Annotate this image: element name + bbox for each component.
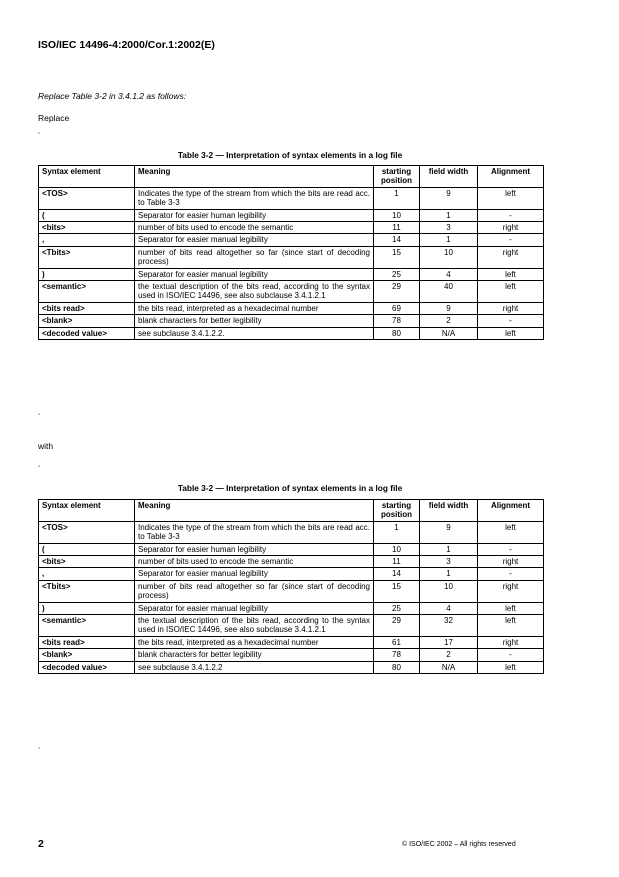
table-row <box>39 187 544 209</box>
meaning-cell: number of bits used to encode the semantic <box>135 556 374 568</box>
table-row <box>39 568 544 580</box>
table-row <box>39 209 544 221</box>
syntax-element-cell: <semantic> <box>39 615 135 637</box>
open-quote-mark-2: " <box>38 466 41 472</box>
alignment-cell: right <box>478 636 544 648</box>
meaning-cell: Separator for easier human legibility <box>135 209 374 221</box>
page-number: 2 <box>38 838 44 850</box>
starting-position-cell: 1 <box>374 187 420 209</box>
meaning-cell: Separator for easier human legibility <box>135 543 374 555</box>
meaning-cell: Separator for easier manual legibility <box>135 234 374 246</box>
field-width-cell: 32 <box>420 615 478 637</box>
alignment-cell: right <box>478 246 544 268</box>
starting-position-cell: 80 <box>374 327 420 339</box>
syntax-element-cell: <bits read> <box>39 636 135 648</box>
col-header-field-width: field width <box>420 166 478 188</box>
starting-position-cell: 14 <box>374 568 420 580</box>
starting-position-cell: 11 <box>374 556 420 568</box>
table-row <box>39 543 544 555</box>
starting-position-cell: 15 <box>374 246 420 268</box>
col-header-syntax-element: Syntax element <box>39 500 135 522</box>
syntax-element-cell: , <box>39 234 135 246</box>
field-width-cell: 17 <box>420 636 478 648</box>
syntax-element-cell: <bits read> <box>39 302 135 314</box>
field-width-cell: 2 <box>420 649 478 661</box>
field-width-cell: 9 <box>420 521 478 543</box>
field-width-cell: 1 <box>420 209 478 221</box>
starting-position-cell: 14 <box>374 234 420 246</box>
alignment-cell: right <box>478 302 544 314</box>
col-header-meaning: Meaning <box>135 166 374 188</box>
table-row <box>39 327 544 339</box>
alignment-cell: - <box>478 234 544 246</box>
meaning-cell: number of bits used to encode the semantic <box>135 222 374 234</box>
field-width-cell: 1 <box>420 543 478 555</box>
alignment-cell: left <box>478 327 544 339</box>
alignment-cell: left <box>478 661 544 673</box>
meaning-cell: the bits read, interpreted as a hexadecimal number <box>135 302 374 314</box>
table-row <box>39 521 544 543</box>
starting-position-cell: 78 <box>374 315 420 327</box>
alignment-cell: right <box>478 580 544 602</box>
syntax-element-cell: <bits> <box>39 556 135 568</box>
field-width-cell: N/A <box>420 327 478 339</box>
replace-label: Replace <box>38 113 70 123</box>
alignment-cell: left <box>478 615 544 637</box>
table-row <box>39 636 544 648</box>
meaning-cell: blank characters for better legibility <box>135 649 374 661</box>
col-header-alignment: Alignment <box>478 500 544 522</box>
field-width-cell: 4 <box>420 268 478 280</box>
table-old-body <box>39 187 544 339</box>
starting-position-cell: 80 <box>374 661 420 673</box>
meaning-cell: the bits read, interpreted as a hexadecimal number <box>135 636 374 648</box>
alignment-cell: left <box>478 521 544 543</box>
meaning-cell: number of bits read altogether so far (since start of decoding process) <box>135 580 374 602</box>
alignment-cell: - <box>478 543 544 555</box>
table-old-caption: Table 3-2 — Interpretation of syntax elements in a log file <box>177 150 403 160</box>
syntax-element-cell: <Tbits> <box>39 580 135 602</box>
alignment-cell: left <box>478 602 544 614</box>
field-width-cell: 1 <box>420 568 478 580</box>
meaning-cell: Indicates the type of the stream from which the bits are read acc. to Table 3-3 <box>135 187 374 209</box>
starting-position-cell: 78 <box>374 649 420 661</box>
table-row <box>39 661 544 673</box>
table-row <box>39 302 544 314</box>
meaning-cell: see subclause 3.4.1.2.2 <box>135 661 374 673</box>
field-width-cell: 2 <box>420 315 478 327</box>
table-row <box>39 556 544 568</box>
starting-position-cell: 10 <box>374 543 420 555</box>
meaning-cell: see subclause 3.4.1.2.2. <box>135 327 374 339</box>
syntax-element-cell: ) <box>39 602 135 614</box>
syntax-element-cell: ( <box>39 209 135 221</box>
alignment-cell: - <box>478 209 544 221</box>
field-width-cell: 9 <box>420 302 478 314</box>
starting-position-cell: 10 <box>374 209 420 221</box>
syntax-element-cell: , <box>39 568 135 580</box>
field-width-cell: 9 <box>420 187 478 209</box>
starting-position-cell: 61 <box>374 636 420 648</box>
starting-position-cell: 15 <box>374 580 420 602</box>
table-row <box>39 222 544 234</box>
col-header-starting-position: starting position <box>374 166 420 188</box>
field-width-cell: 10 <box>420 246 478 268</box>
copyright-notice: © ISO/IEC 2002 – All rights reserved <box>402 841 516 848</box>
meaning-cell: Separator for easier manual legibility <box>135 568 374 580</box>
syntax-element-cell: ) <box>39 268 135 280</box>
field-width-cell: 3 <box>420 556 478 568</box>
starting-position-cell: 69 <box>374 302 420 314</box>
syntax-element-cell: <blank> <box>39 649 135 661</box>
table-row <box>39 580 544 602</box>
table-new-caption: Table 3-2 — Interpretation of syntax elements in a log file <box>177 483 403 493</box>
table-row <box>39 246 544 268</box>
col-header-alignment: Alignment <box>478 166 544 188</box>
table-row <box>39 234 544 246</box>
alignment-cell: - <box>478 315 544 327</box>
field-width-cell: N/A <box>420 661 478 673</box>
field-width-cell: 1 <box>420 234 478 246</box>
replace-instruction: Replace Table 3-2 in 3.4.1.2 as follows: <box>38 91 187 101</box>
syntax-element-cell: <TOS> <box>39 521 135 543</box>
col-header-syntax-element: Syntax element <box>39 166 135 188</box>
meaning-cell: Separator for easier manual legibility <box>135 268 374 280</box>
field-width-cell: 3 <box>420 222 478 234</box>
starting-position-cell: 25 <box>374 602 420 614</box>
alignment-cell: left <box>478 268 544 280</box>
table-new-header-row <box>39 500 544 522</box>
table-old-header-row <box>39 166 544 188</box>
col-header-starting-position: starting position <box>374 500 420 522</box>
table-row <box>39 649 544 661</box>
alignment-cell: right <box>478 222 544 234</box>
syntax-element-cell: <semantic> <box>39 281 135 303</box>
meaning-cell: blank characters for better legibility <box>135 315 374 327</box>
starting-position-cell: 11 <box>374 222 420 234</box>
with-label: with <box>38 441 54 451</box>
col-header-meaning: Meaning <box>135 500 374 522</box>
table-new-body <box>39 521 544 673</box>
close-quote-mark-1: " <box>38 414 41 420</box>
syntax-element-cell: <decoded value> <box>39 661 135 673</box>
table-new <box>38 499 544 674</box>
close-quote-mark-2: " <box>38 748 41 754</box>
alignment-cell: left <box>478 281 544 303</box>
meaning-cell: Separator for easier manual legibility <box>135 602 374 614</box>
table-row <box>39 602 544 614</box>
field-width-cell: 40 <box>420 281 478 303</box>
table-row <box>39 268 544 280</box>
alignment-cell: right <box>478 556 544 568</box>
syntax-element-cell: <Tbits> <box>39 246 135 268</box>
col-header-field-width: field width <box>420 500 478 522</box>
alignment-cell: - <box>478 649 544 661</box>
meaning-cell: number of bits read altogether so far (since start of decoding process) <box>135 246 374 268</box>
meaning-cell: the textual description of the bits read, according to the syntax used in ISO/IEC 14496, see also subclause 3.4.1.2.1 <box>135 615 374 637</box>
table-row <box>39 315 544 327</box>
table-old <box>38 165 544 340</box>
meaning-cell: Indicates the type of the stream from which the bits are read acc. to Table 3-3 <box>135 521 374 543</box>
alignment-cell: - <box>478 568 544 580</box>
table-row <box>39 281 544 303</box>
field-width-cell: 4 <box>420 602 478 614</box>
starting-position-cell: 1 <box>374 521 420 543</box>
syntax-element-cell: <decoded value> <box>39 327 135 339</box>
syntax-element-cell: ( <box>39 543 135 555</box>
starting-position-cell: 25 <box>374 268 420 280</box>
table-row <box>39 615 544 637</box>
syntax-element-cell: <TOS> <box>39 187 135 209</box>
starting-position-cell: 29 <box>374 281 420 303</box>
field-width-cell: 10 <box>420 580 478 602</box>
starting-position-cell: 29 <box>374 615 420 637</box>
open-quote-mark-1: " <box>38 133 41 139</box>
alignment-cell: left <box>478 187 544 209</box>
syntax-element-cell: <blank> <box>39 315 135 327</box>
syntax-element-cell: <bits> <box>39 222 135 234</box>
meaning-cell: the textual description of the bits read, according to the syntax used in ISO/IEC 14496, see also subclause 3.4.1.2.1 <box>135 281 374 303</box>
document-id-header: ISO/IEC 14496-4:2000/Cor.1:2002(E) <box>38 39 215 51</box>
